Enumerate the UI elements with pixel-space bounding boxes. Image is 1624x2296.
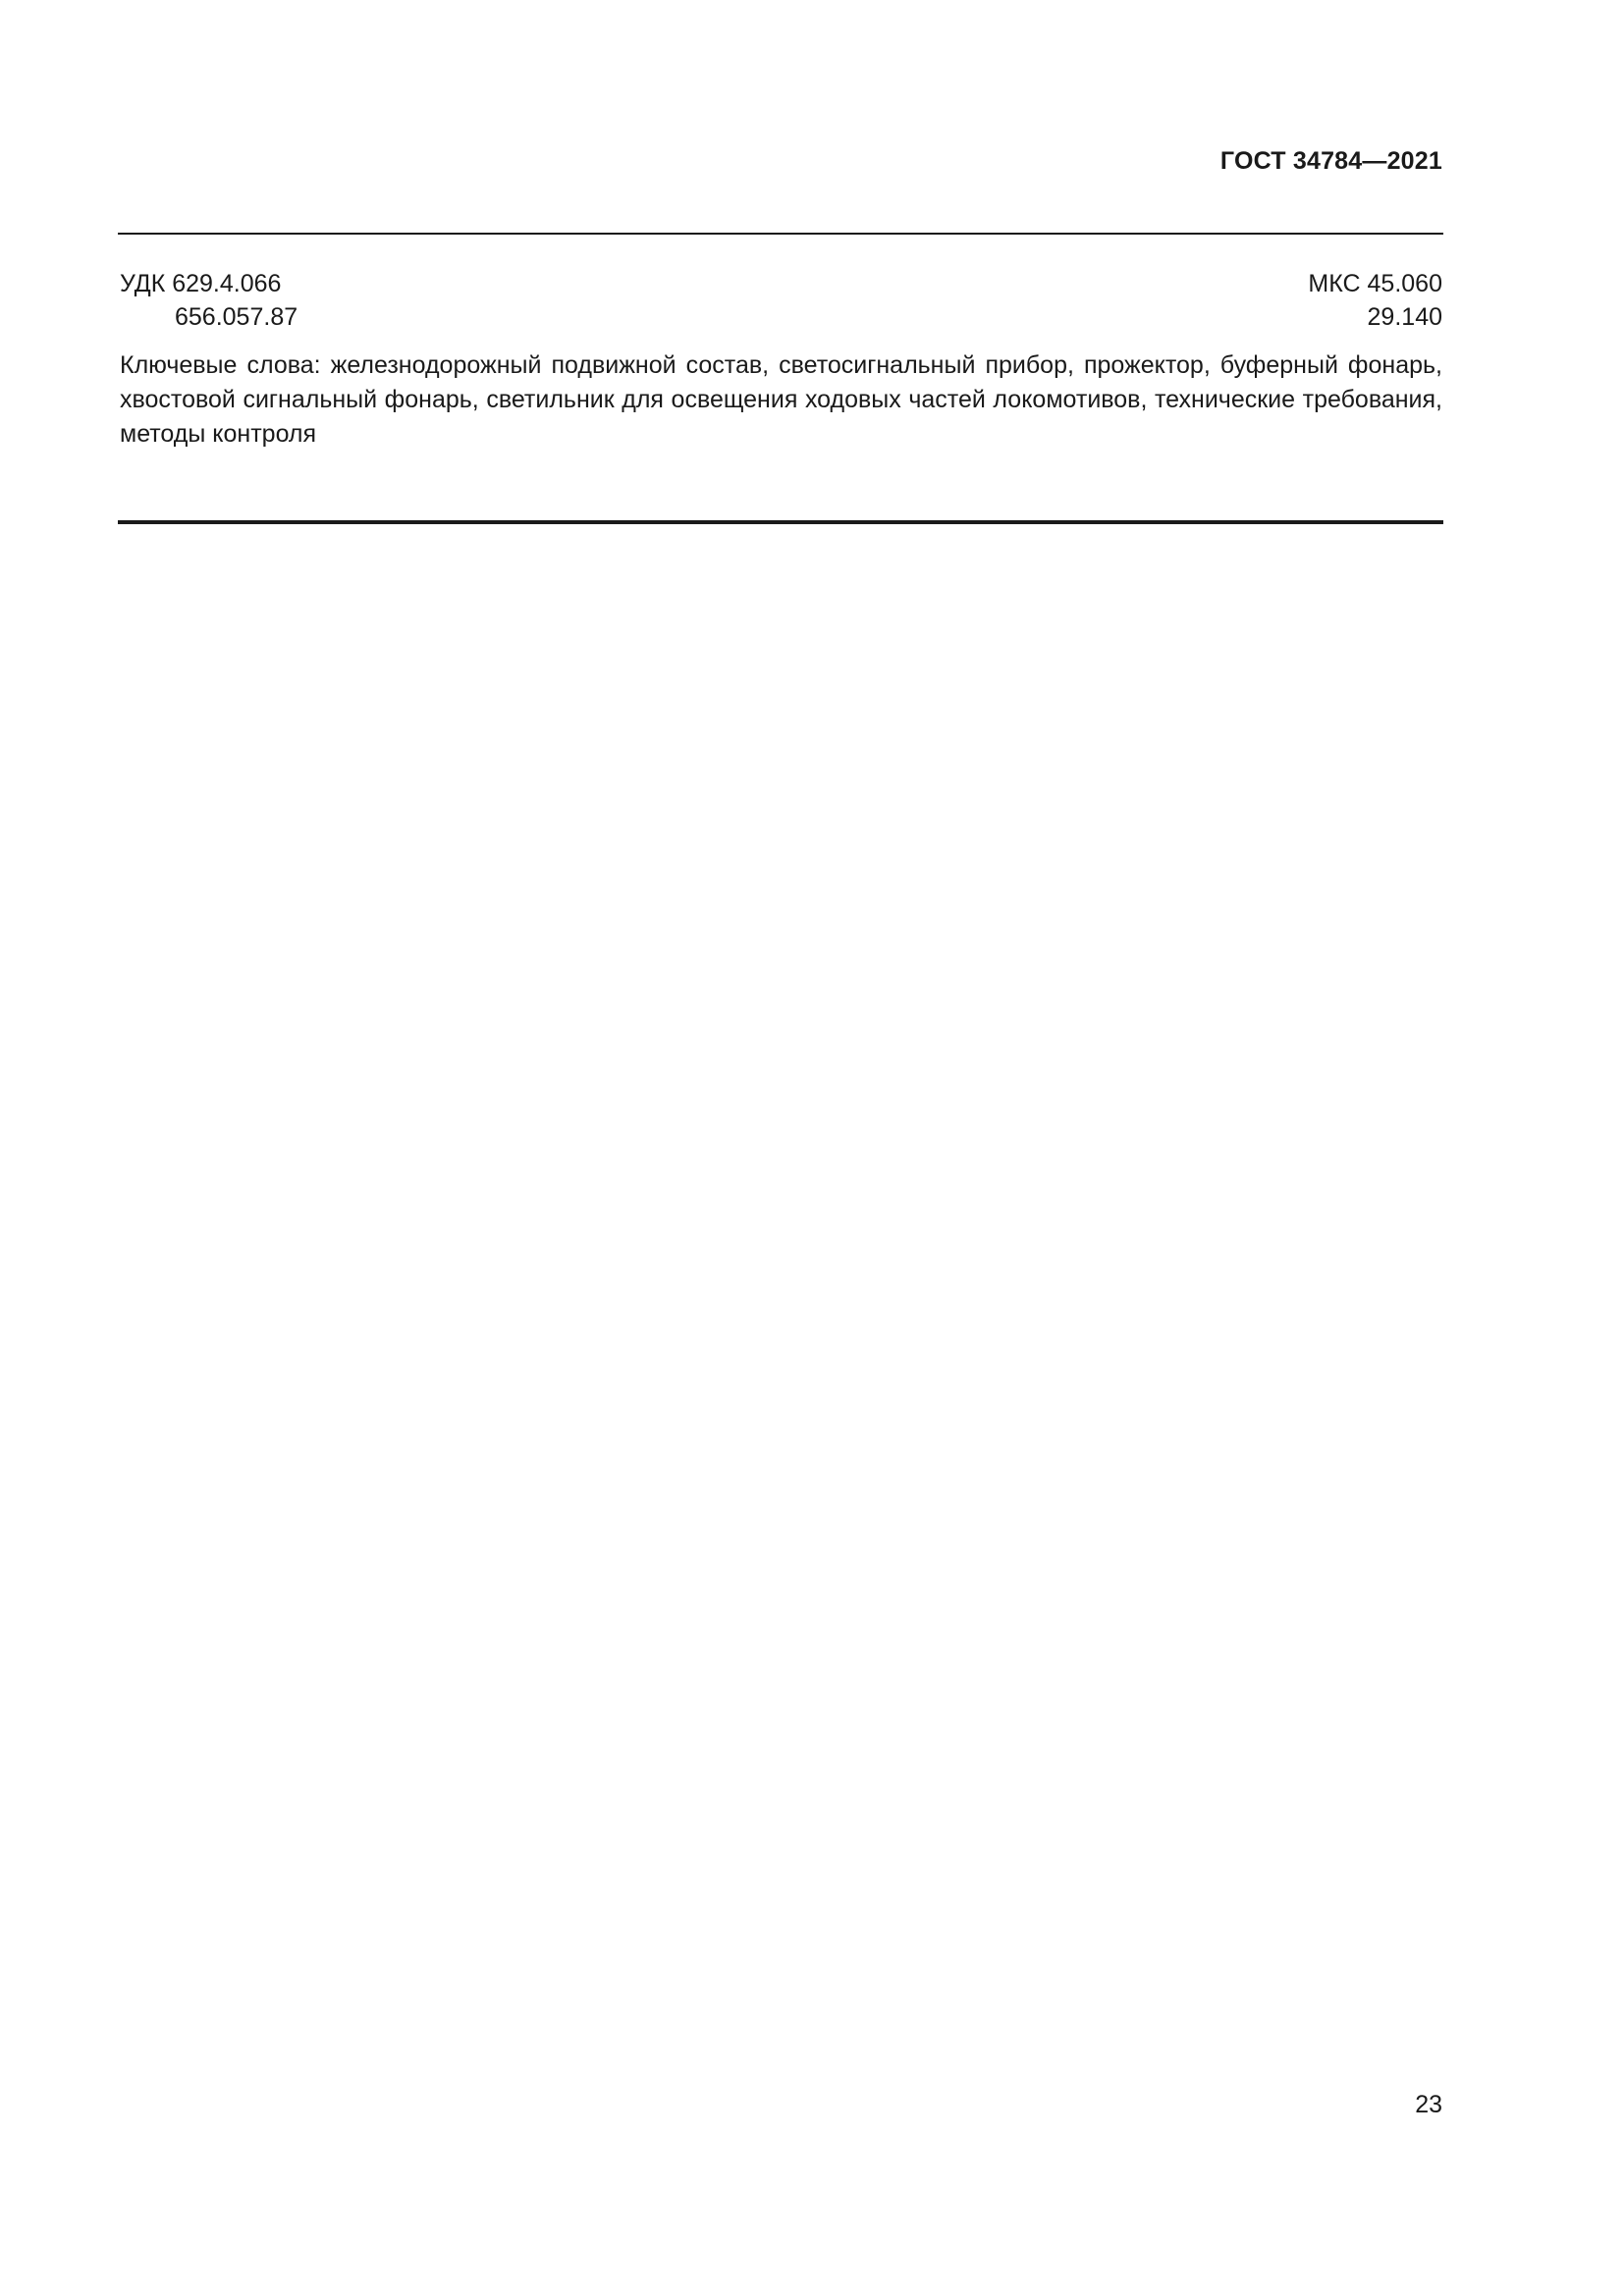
page-number: 23: [1415, 2091, 1442, 2118]
udk-code: УДК 629.4.066: [120, 270, 282, 297]
top-divider: [118, 233, 1443, 235]
mks-block: [1308, 267, 1442, 334]
standard-designation: ГОСТ 34784—2021: [1219, 147, 1442, 175]
udk-block: [120, 267, 298, 334]
udk-code-secondary: 656.057.87: [175, 303, 298, 331]
mks-code-secondary: 29.140: [1367, 303, 1442, 331]
mks-code: МКС 45.060: [1308, 270, 1442, 297]
bottom-divider: [118, 520, 1443, 524]
keywords-paragraph: Ключевые слова: железнодорожный подвижной состав, светосигнальный прибор, прожектор, буферный фонарь, хвостовой сигнальный фонарь, светильник для освещения ходовых частей локомотивов, технические требования, методы контроля: [120, 351, 1442, 448]
